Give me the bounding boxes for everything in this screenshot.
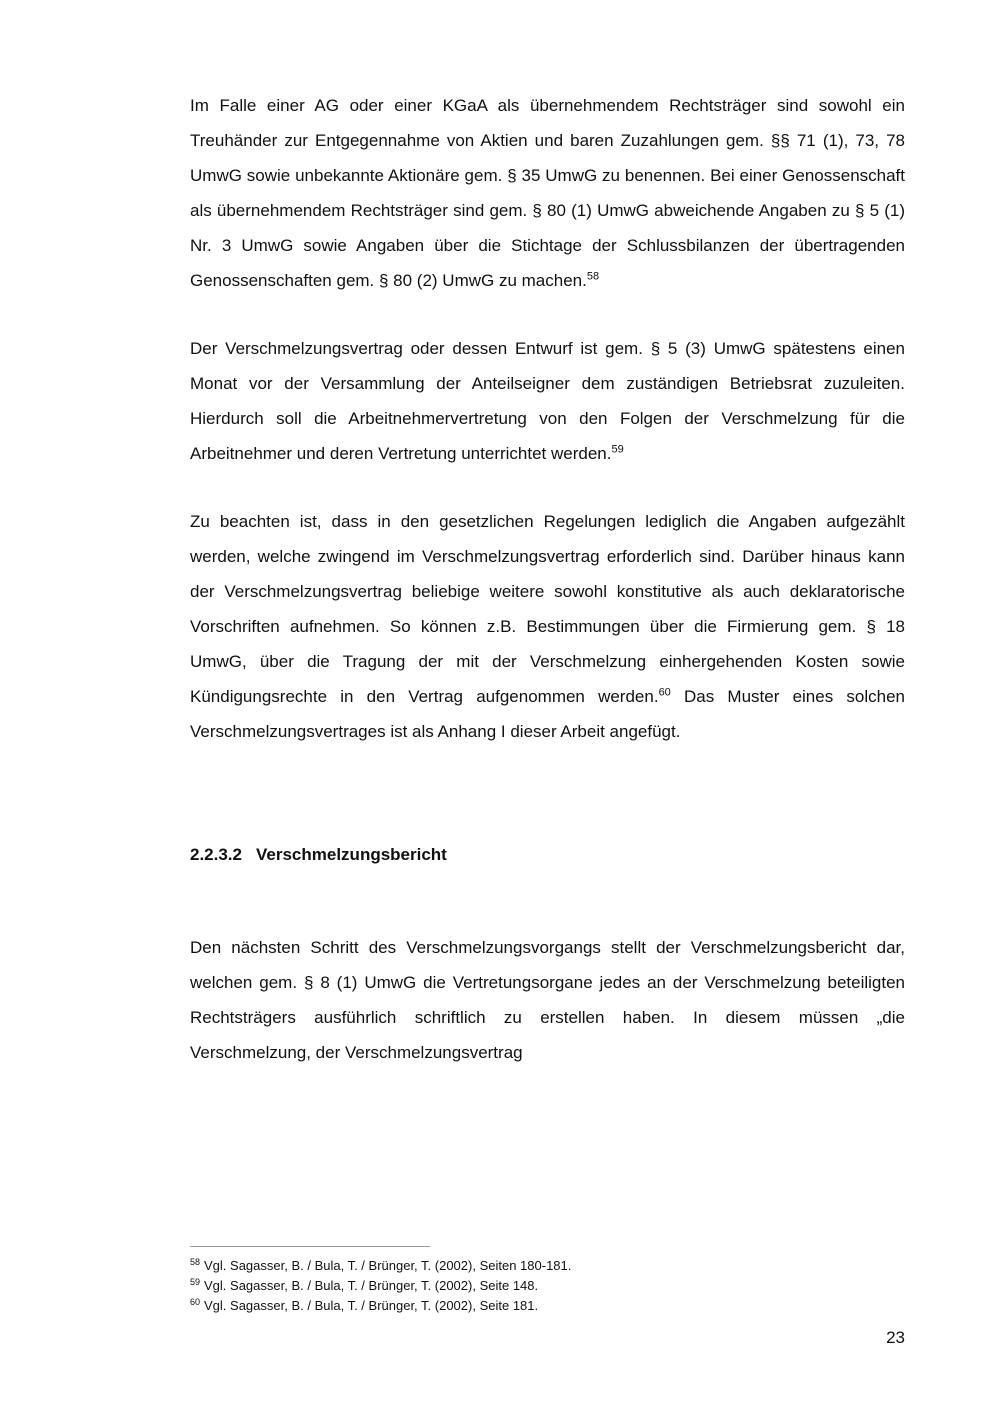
paragraph-text-before-ref: Zu beachten ist, dass in den gesetzlichen Regelungen lediglich die Angaben aufgezählt werden, welche zwingend im Verschmelzungsvertrag erforderlich sind. Darüber hinaus kann der Verschmelzungsvertrag beliebige weitere sowohl konstitutive als auch deklaratorische Vorschriften aufnehmen. So können z.B. Bestimmungen über die Firmierung gem. § 18 UmwG, über die Tragung der mit der Verschmelzung einhergehenden Kosten sowie Kündigungsrechte in den Vertrag aufgenommen werden. [190, 512, 905, 706]
footnote-section [190, 1246, 905, 1316]
footnote-text: Vgl. Sagasser, B. / Bula, T. / Brünger, T. (2002), Seite 148. [204, 1278, 539, 1293]
page-number: 23 [886, 1328, 905, 1347]
footnote-text: Vgl. Sagasser, B. / Bula, T. / Brünger, T. (2002), Seite 181. [204, 1298, 539, 1313]
footnote-60 [190, 1296, 905, 1316]
paragraph-weitere-vorschriften [190, 504, 905, 749]
footnote-marker-59: 59 [190, 1276, 201, 1287]
footnote-marker-60: 60 [190, 1296, 201, 1307]
footnote-divider [190, 1246, 430, 1247]
paragraph-treuhaender-genossenschaft [190, 88, 905, 298]
footnote-59 [190, 1276, 905, 1296]
footnote-text: Vgl. Sagasser, B. / Bula, T. / Brünger, T. (2002), Seiten 180-181. [204, 1258, 572, 1273]
section-heading-verschmelzungsbericht [190, 837, 905, 872]
paragraph-verschmelzungsbericht-intro [190, 930, 905, 1070]
paragraph-text-after-ref: Das Muster eines solchen Verschmelzungsvertrages ist als Anhang I dieser Arbeit angefügt. [190, 687, 905, 741]
footnote-ref-60: 60 [658, 686, 671, 699]
footnote-marker-58: 58 [190, 1256, 201, 1267]
paragraph-text: Im Falle einer AG oder einer KGaA als übernehmendem Rechtsträger sind sowohl ein Treuhänder zur Entgegennahme von Aktien und baren Zuzahlungen gem. §§ 71 (1), 73, 78 UmwG sowie unbekannte Aktionäre gem. § 35 UmwG zu benennen. Bei einer Genossenschaft als übernehmendem Rechtsträger sind gem. § 80 (1) UmwG abweichende Angaben zu § 5 (1) Nr. 3 UmwG sowie Angaben über die Stichtage der Schlussbilanzen der übertragenden Genossenschaften gem. § 80 (2) UmwG zu machen. [190, 96, 905, 290]
paragraph-betriebsrat-zuleitung [190, 331, 905, 471]
footnote-58 [190, 1256, 905, 1276]
paragraph-text: Der Verschmelzungsvertrag oder dessen Entwurf ist gem. § 5 (3) UmwG spätestens einen Monat vor der Versammlung der Anteilseigner dem zuständigen Betriebsrat zuzuleiten. Hierdurch soll die Arbeitnehmervertretung von den Folgen der Verschmelzung für die Arbeitnehmer und deren Vertretung unterrichtet werden. [190, 339, 905, 463]
footnote-ref-58: 58 [586, 270, 600, 283]
footnote-ref-59: 59 [611, 443, 624, 456]
paragraph-text: Den nächsten Schritt des Verschmelzungsvorgangs stellt der Verschmelzungsbericht dar, welchen gem. § 8 (1) UmwG die Vertretungsorgane jedes an der Verschmelzung beteiligten Rechtsträgers ausführlich schriftlich zu erstellen haben. In diesem müssen „die Verschmelzung, der Verschmelzungsvertrag [190, 938, 905, 1062]
section-heading-title: Verschmelzungsbericht [256, 845, 447, 864]
page-content [190, 88, 905, 1103]
section-heading-number: 2.2.3.2 [190, 845, 242, 864]
